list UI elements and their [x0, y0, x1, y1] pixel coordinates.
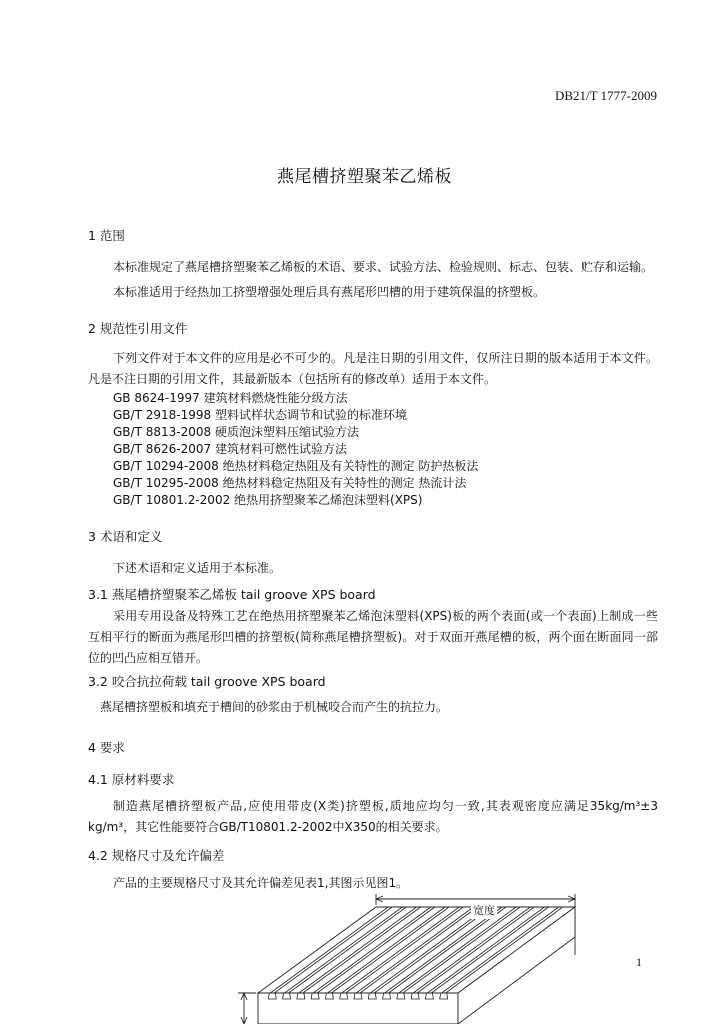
reference-item: GB/T 10294-2008 绝热材料稳定热阻及有关特性的测定 防护热板法 [113, 459, 479, 473]
document-title: 燕尾槽挤塑聚苯乙烯板 [277, 167, 452, 187]
term-3-1-definition: 采用专用设备及特殊工艺在绝热用挤塑聚苯乙烯泡沫塑料(XPS)板的两个表面(或一个表面)上制成一些互相平行的断面为燕尾形凹槽的挤塑板(简称燕尾槽挤塑板)。对于双面开燕尾槽的板，两个面在断面同一部位的凹凸应相互错开。 [88, 609, 658, 665]
reference-item: GB 8624-1997 建筑材料燃烧性能分级方法 [113, 391, 348, 405]
section-1-paragraph-2: 本标准适用于经热加工挤塑增强处理后具有燕尾形凹槽的用于建筑保温的挤塑板。 [113, 285, 546, 299]
reference-item: GB/T 10295-2008 绝热材料稳定热阻及有关特性的测定 热流计法 [113, 476, 467, 490]
section-2-heading: 2 规范性引用文件 [88, 321, 188, 336]
tail-groove-board-figure [230, 893, 600, 1024]
section-4-heading: 4 要求 [88, 740, 125, 755]
reference-item: GB/T 8813-2008 硬质泡沫塑料压缩试验方法 [113, 425, 359, 439]
figure-width-label: 宽度 [473, 904, 495, 917]
standard-number: DB21/T 1777-2009 [555, 88, 657, 103]
reference-item: GB/T 2918-1998 塑料试样状态调节和试验的标准环境 [113, 408, 407, 422]
section-1-paragraph-1: 本标准规定了燕尾槽挤塑聚苯乙烯板的术语、要求、试验方法、检验规则、标志、包装、贮存和运输。 [113, 260, 654, 274]
term-3-2-heading: 3.2 咬合抗拉荷载 tail groove XPS board [88, 674, 326, 689]
section-3-heading: 3 术语和定义 [88, 529, 163, 544]
term-3-2-definition: 燕尾槽挤塑板和填充于槽间的砂浆由于机械咬合而产生的抗拉力。 [100, 700, 449, 714]
section-3-intro: 下述术语和定义适用于本标准。 [113, 561, 282, 575]
term-3-1-heading: 3.1 燕尾槽挤塑聚苯乙烯板 tail groove XPS board [88, 587, 376, 602]
section-1-heading: 1 范围 [88, 228, 125, 243]
section-2-intro: 下列文件对于本文件的应用是必不可少的。凡是注日期的引用文件，仅所注日期的版本适用于本文件。凡是不注日期的引用文件，其最新版本（包括所有的修改单）适用于本文件。 [88, 351, 658, 386]
reference-item: GB/T 10801.2-2002 绝热用挤塑聚苯乙烯泡沫塑料(XPS) [113, 493, 423, 507]
section-4-1-heading: 4.1 原材料要求 [88, 772, 175, 787]
reference-item: GB/T 8626-2007 建筑材料可燃性试验方法 [113, 442, 347, 456]
section-4-2-body: 产品的主要规格尺寸及其允许偏差见表1,其图示见图1。 [113, 876, 409, 890]
section-4-2-heading: 4.2 规格尺寸及允许偏差 [88, 848, 225, 863]
section-4-1-body: 制造燕尾槽挤塑板产品,应使用带皮(X类)挤塑板,质地应均匀一致,其表观密度应满足35kg/m³±3 kg/m³，其它性能要符合GB/T10801.2-2002中X350的相关要求。 [88, 799, 658, 834]
page-number: 1 [636, 955, 642, 969]
